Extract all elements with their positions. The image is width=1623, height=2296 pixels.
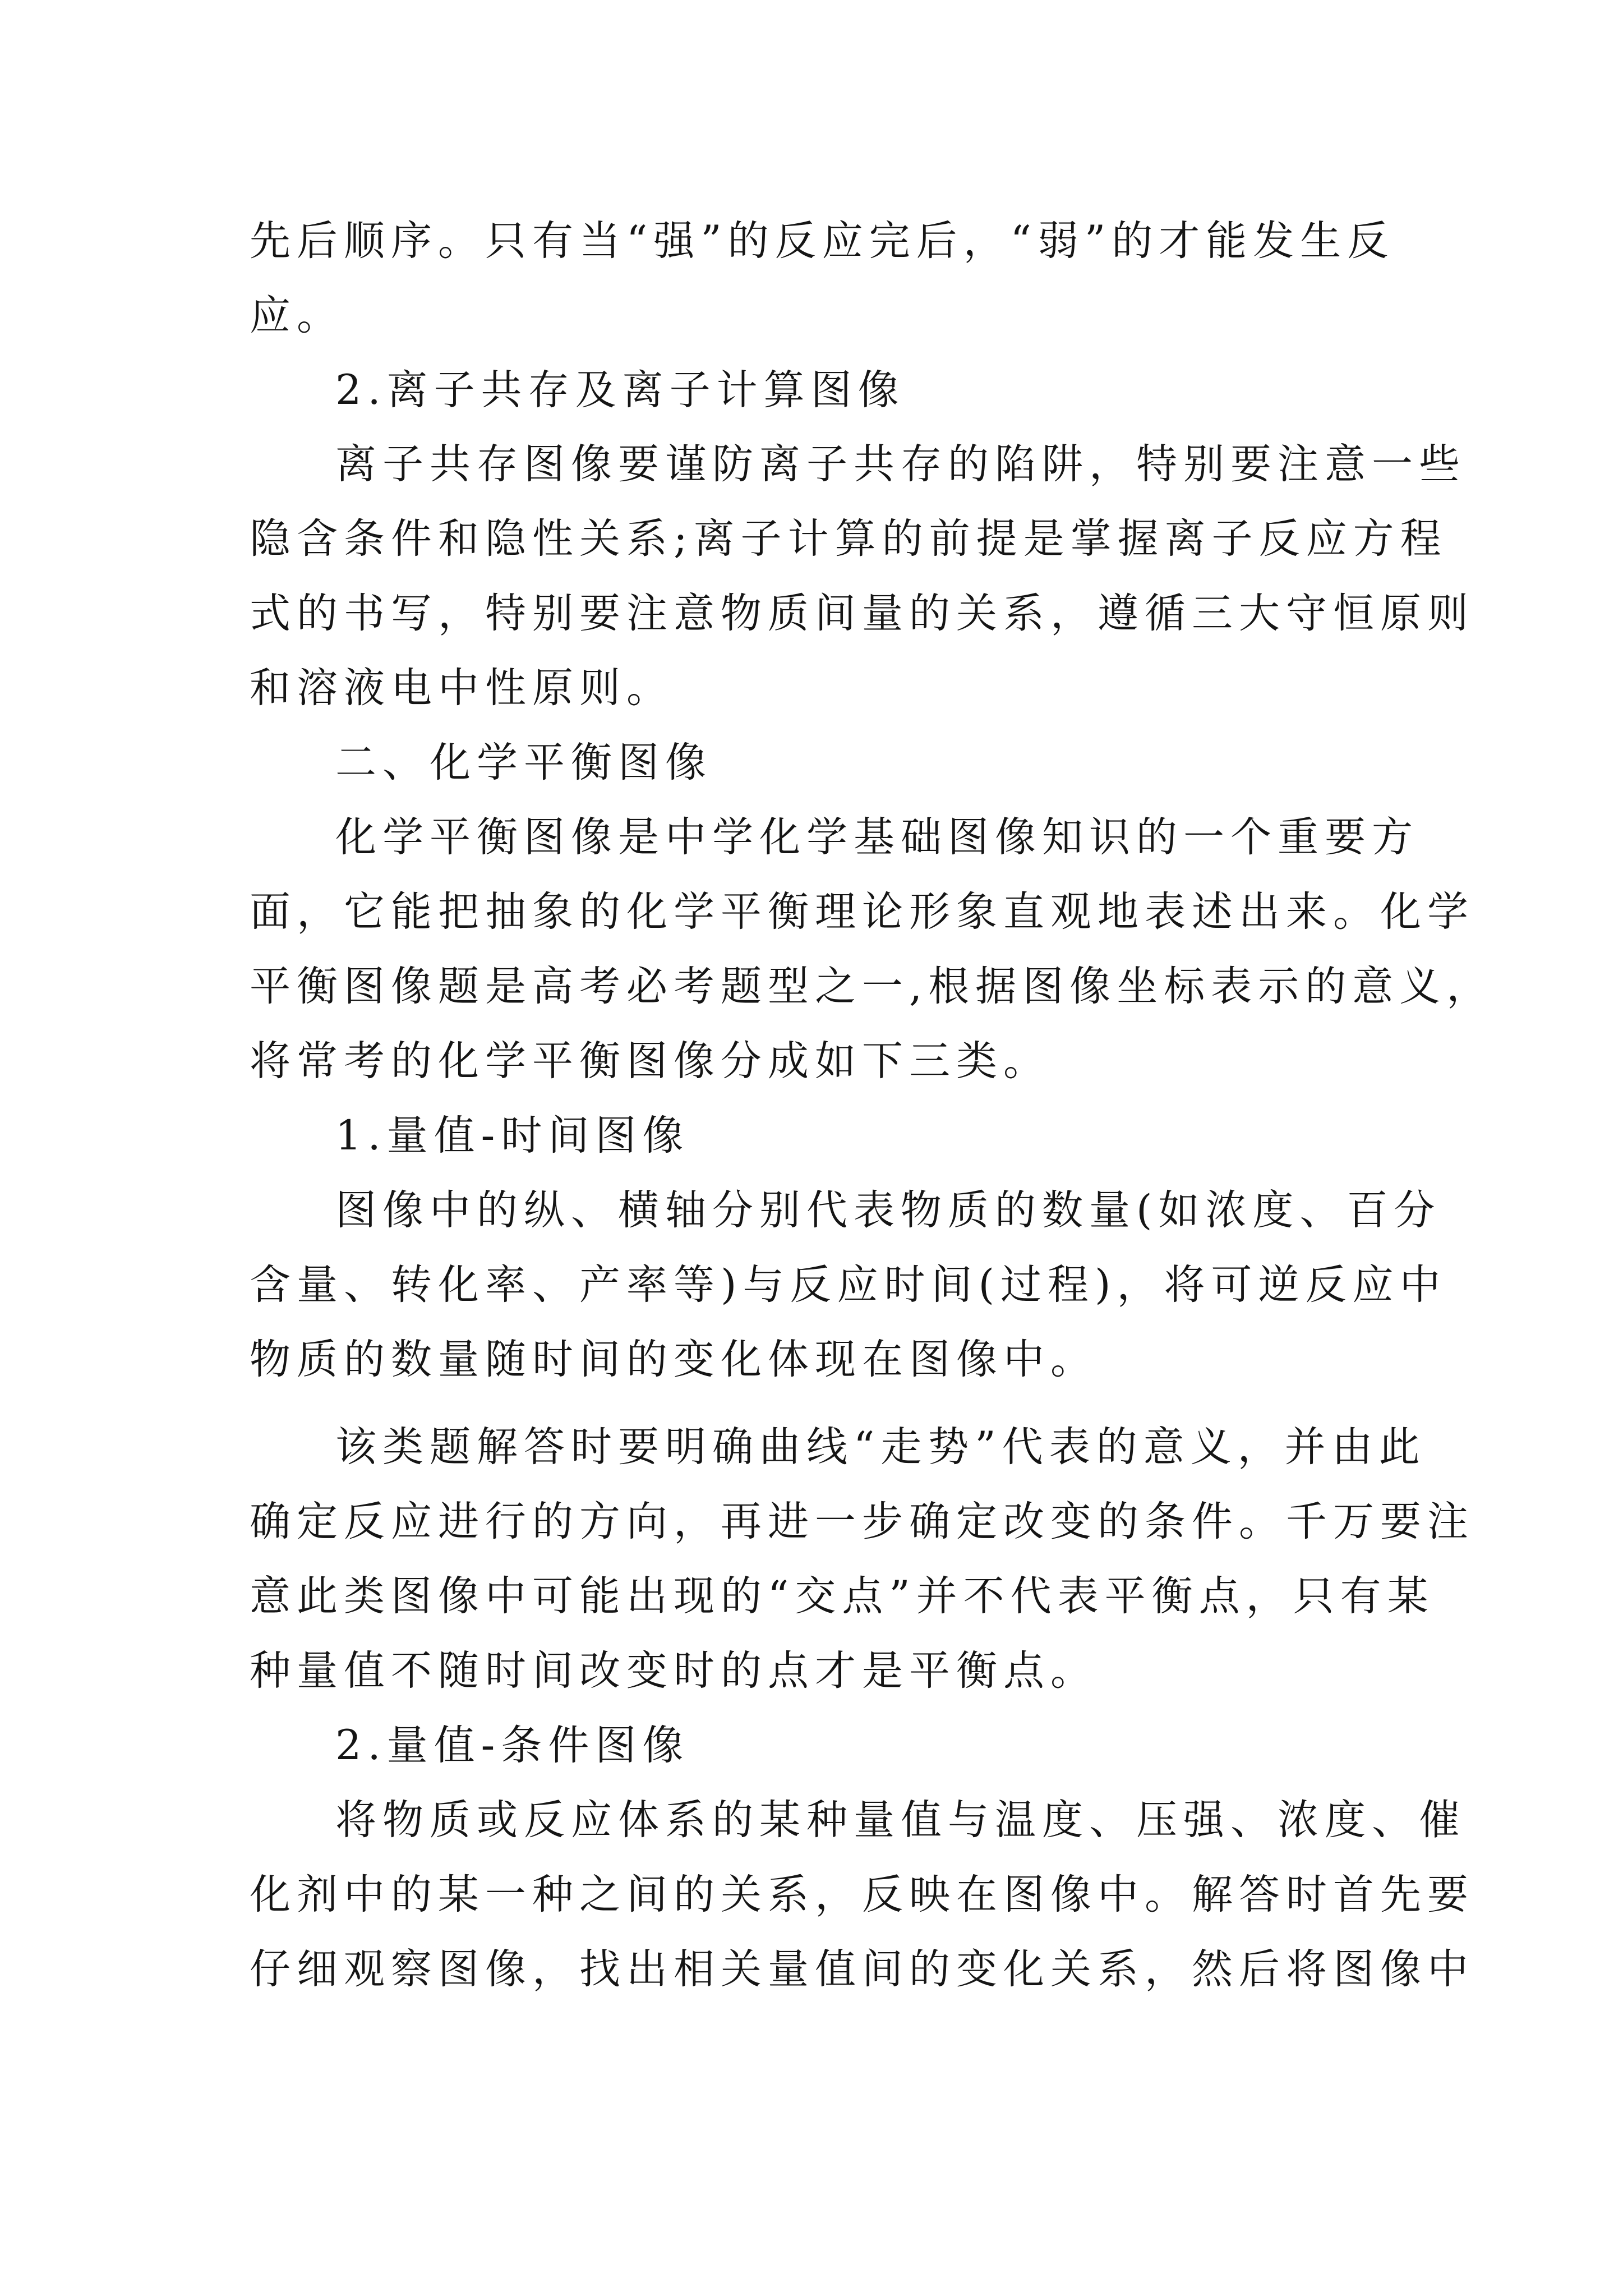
section-heading: 二、化学平衡图像 xyxy=(335,739,712,786)
text-line: 平衡图像题是高考必考题型之一,根据图像坐标表示的意义， xyxy=(250,963,1494,1010)
text-line: 仔细观察图像，找出相关量值间的变化关系，然后将图像中 xyxy=(250,1945,1474,1993)
text-line: 式的书写，特别要注意物质间量的关系，遵循三大守恒原则 xyxy=(250,590,1474,637)
text-line: 该类题解答时要明确曲线“走势”代表的意义，并由此 xyxy=(335,1423,1426,1471)
text-line: 化学平衡图像是中学化学基础图像知识的一个重要方 xyxy=(335,813,1419,861)
text-line: 先后顺序。只有当“强”的反应完后，“弱”的才能发生反 xyxy=(250,217,1395,265)
text-line: 面，它能把抽象的化学平衡理论形象直观地表述出来。化学 xyxy=(250,888,1474,936)
section-heading: 2.量值-条件图像 xyxy=(335,1722,690,1769)
text-line: 物质的数量随时间的变化体现在图像中。 xyxy=(250,1336,1098,1383)
section-heading: 2.离子共存及离子计算图像 xyxy=(335,366,905,414)
text-line: 将物质或反应体系的某种量值与温度、压强、浓度、催 xyxy=(335,1796,1466,1844)
text-line: 将常考的化学平衡图像分成如下三类。 xyxy=(250,1037,1050,1085)
text-line: 确定反应进行的方向，再进一步确定改变的条件。千万要注 xyxy=(250,1498,1474,1545)
text-line: 种量值不随时间改变时的点才是平衡点。 xyxy=(250,1647,1098,1695)
text-line: 离子共存图像要谨防离子共存的陷阱，特别要注意一些 xyxy=(335,440,1466,488)
section-heading: 1.量值-时间图像 xyxy=(335,1112,690,1159)
text-line: 含量、转化率、产率等)与反应时间(过程)，将可逆反应中 xyxy=(250,1261,1447,1309)
text-line: 化剂中的某一种之间的关系，反映在图像中。解答时首先要 xyxy=(250,1871,1474,1918)
text-line: 和溶液电中性原则。 xyxy=(250,664,674,712)
text-line: 意此类图像中可能出现的“交点”并不代表平衡点，只有某 xyxy=(250,1572,1435,1620)
text-line: 隐含条件和隐性关系;离子计算的前提是掌握离子反应方程 xyxy=(250,515,1447,563)
text-line: 应。 xyxy=(250,292,344,339)
text-line: 图像中的纵、横轴分别代表物质的数量(如浓度、百分 xyxy=(335,1186,1441,1234)
